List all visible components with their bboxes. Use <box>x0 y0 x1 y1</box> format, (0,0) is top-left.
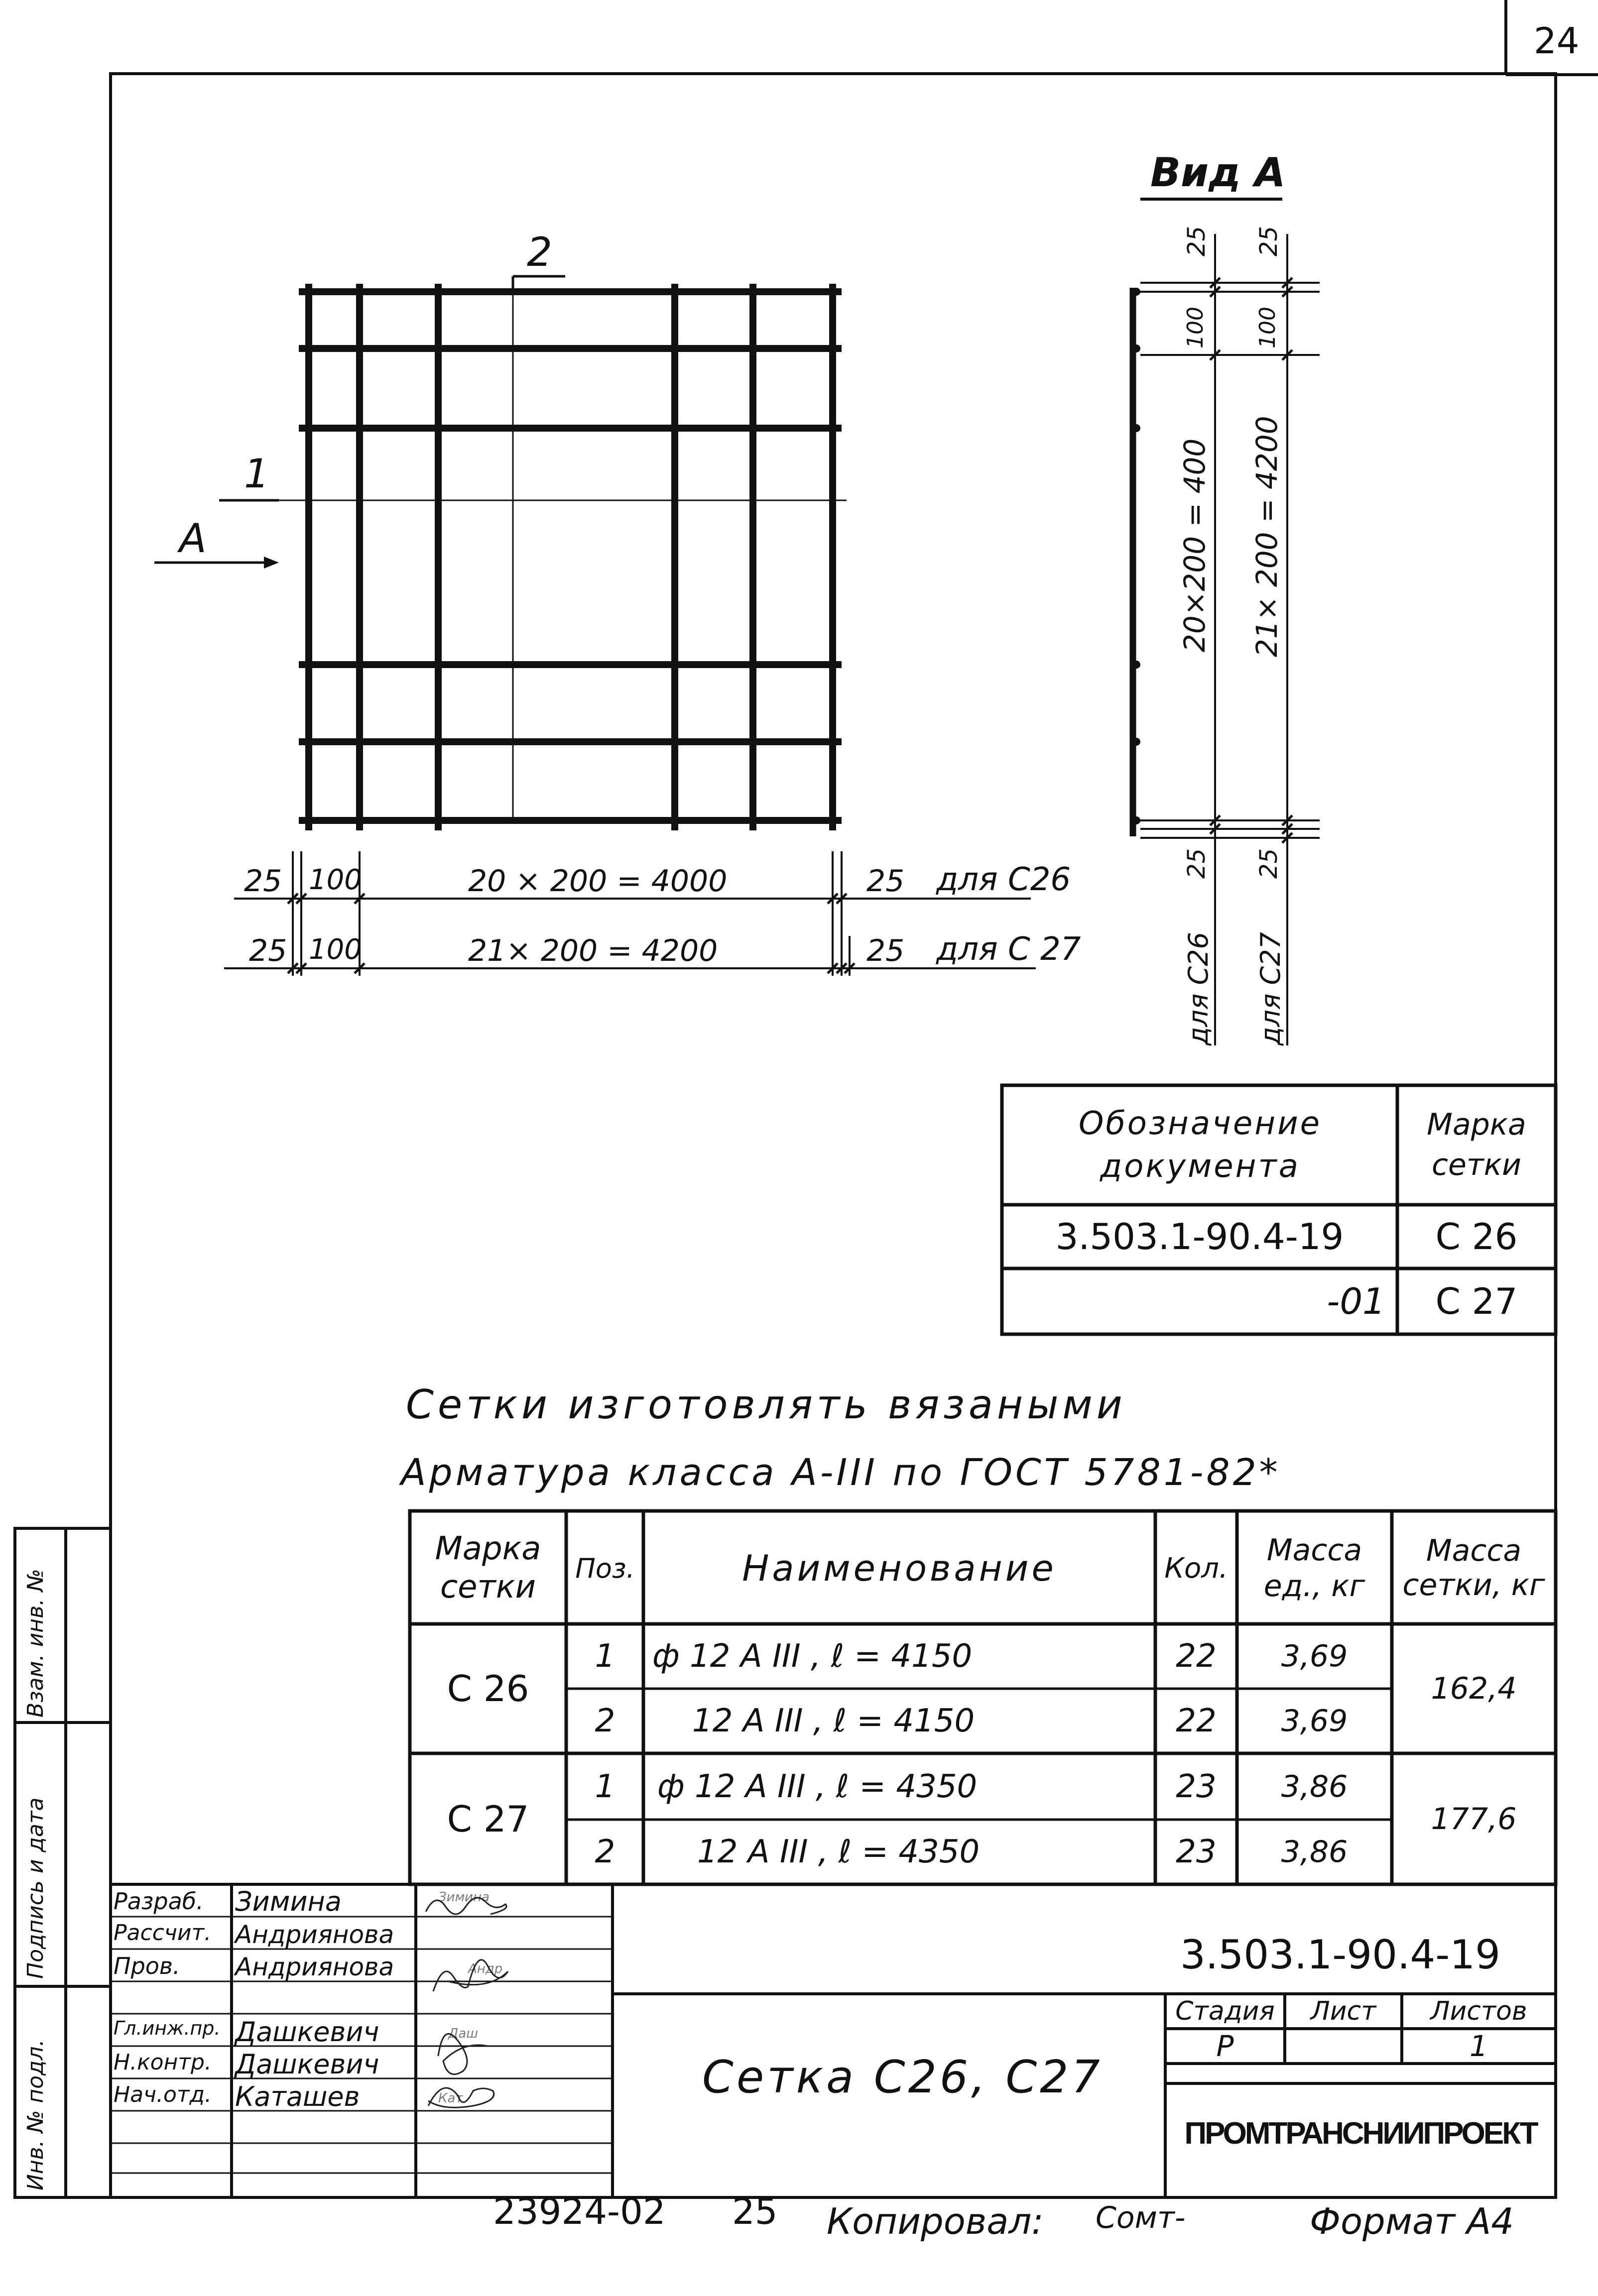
spec-g1-r1-qty: 22 <box>1176 1638 1217 1675</box>
position-2-label: 2 <box>527 229 552 275</box>
vdim-c27-span: 21× 200 = 4200 <box>1250 416 1284 657</box>
spec-g2-r2-name: 12 А III , ℓ = 4350 <box>697 1834 980 1870</box>
spec-header-name: Наименование <box>742 1547 1057 1589</box>
signer-4-role: Гл.инж.пр. <box>114 2017 221 2039</box>
spec-g1-r2-unit-mass: 3,69 <box>1281 1704 1348 1738</box>
vdim-c27-top: 25 <box>1255 226 1283 256</box>
spec-g2-r1-qty: 23 <box>1176 1768 1217 1805</box>
section-view <box>1132 199 1320 1045</box>
signer-6-role: Нач.отд. <box>114 2082 212 2107</box>
spec-group-2-net-mass: 177,6 <box>1431 1801 1517 1837</box>
side-inv-orig: Инв. № подл. <box>23 2039 48 2190</box>
spec-header-pos: Поз. <box>575 1552 635 1584</box>
inventory-number: 23924-02 <box>493 2190 666 2232</box>
organization: ПРОМТРАНСНИИПРОЕКТ <box>1184 2116 1537 2151</box>
spec-header-unit-mass: Масса ед., кг <box>1263 1533 1365 1604</box>
designation-row-1-mark: С 26 <box>1435 1216 1518 1258</box>
designation-row-2-mark: С 27 <box>1435 1280 1518 1322</box>
spec-group-1-net-mass: 162,4 <box>1431 1671 1517 1706</box>
dim-c27-note: для С 27 <box>936 931 1081 968</box>
sheets-label: Листов <box>1430 1996 1527 2026</box>
signature-scribbles <box>426 1898 508 2107</box>
designation-row-1-doc: 3.503.1-90.4-19 <box>1055 1216 1344 1258</box>
spec-group-1-mark: С 26 <box>447 1668 529 1710</box>
note-line-2: Арматура класса А-III по ГОСТ 5781-82* <box>401 1451 1281 1494</box>
vdim-c26-bottom: 25 <box>1183 848 1211 879</box>
inventory-page: 25 <box>732 2190 778 2232</box>
spec-g1-r2-pos: 2 <box>595 1703 615 1739</box>
sheets-value: 1 <box>1470 2029 1488 2063</box>
spec-g1-r2-qty: 22 <box>1176 1703 1217 1739</box>
vdim-c27-note: для С27 <box>1255 932 1286 1045</box>
signer-5-name: Дашкевич <box>235 2049 379 2080</box>
signer-2-name: Андриянова <box>235 1920 394 1949</box>
designation-row-2-doc: -01 <box>1327 1280 1385 1322</box>
sheet-label: Лист <box>1310 1996 1376 2026</box>
signer-4-sig: Даш <box>448 2026 479 2041</box>
signer-1-role: Разраб. <box>114 1888 204 1915</box>
spec-g2-r2-unit-mass: 3,86 <box>1281 1835 1348 1869</box>
vdim-c26-span: 20×200 = 400 <box>1178 438 1212 652</box>
copied-signature: Сомт- <box>1096 2200 1186 2235</box>
dim-c26-end-left: 25 <box>244 864 282 899</box>
dim-c26-span: 20 × 200 = 4000 <box>468 864 728 899</box>
spec-g1-r2-name: 12 А III , ℓ = 4150 <box>692 1703 975 1739</box>
view-title: Вид А <box>1150 149 1286 196</box>
signer-4-name: Дашкевич <box>235 2016 379 2048</box>
spec-g2-r1-name: ф 12 А III , ℓ = 4350 <box>657 1768 978 1805</box>
spec-g2-r1-unit-mass: 3,86 <box>1281 1769 1348 1804</box>
signer-2-sig: Андр <box>468 1961 503 1976</box>
mesh-plan <box>154 276 847 830</box>
signer-2-role: Рассчит. <box>114 1920 212 1946</box>
signer-3-name: Андриянова <box>235 1952 394 1981</box>
spec-header-mark: Марка сетки <box>435 1530 541 1606</box>
position-1-label: 1 <box>244 451 269 497</box>
dim-c26-end-right: 25 <box>866 864 905 899</box>
sheet-format: Формат А4 <box>1310 2200 1514 2242</box>
dim-c27-edge: 100 <box>309 933 362 966</box>
signer-6-sig: Кат <box>438 2091 463 2106</box>
dim-c27-end-left: 25 <box>249 933 287 968</box>
dim-c26-note: для С26 <box>936 861 1071 898</box>
side-replace-inv: Взам. инв. № <box>23 1569 48 1718</box>
signer-6-name: Каташев <box>235 2081 360 2112</box>
drawing-title: Сетка С26, С27 <box>702 2051 1103 2103</box>
note-line-1: Сетки изготовлять вязаными <box>406 1381 1126 1428</box>
sheet-value <box>1285 2029 1402 2064</box>
spec-g1-r1-pos: 1 <box>595 1638 615 1675</box>
spec-g1-r1-name: ф 12 А III , ℓ = 4150 <box>652 1638 973 1675</box>
dim-c27-span: 21× 200 = 4200 <box>468 933 718 968</box>
spec-group-2-mark: С 27 <box>447 1798 529 1840</box>
signer-5-role: Н.контр. <box>114 2050 212 2075</box>
spec-g2-r2-pos: 2 <box>595 1834 615 1870</box>
document-code: 3.503.1-90.4-19 <box>1180 1932 1501 1978</box>
copied-by: Копировал: <box>827 2200 1044 2242</box>
spec-header-net-mass: Масса сетки, кг <box>1402 1533 1545 1603</box>
signer-1-name: Зимина <box>235 1886 342 1917</box>
spec-g2-r1-pos: 1 <box>595 1768 615 1805</box>
spec-g2-r2-qty: 23 <box>1176 1834 1217 1870</box>
designation-header-mark: Марка сетки <box>1427 1107 1526 1182</box>
stage-value: Р <box>1216 2029 1234 2063</box>
signer-1-sig: Зимина <box>438 1890 490 1905</box>
vdim-c26-top: 25 <box>1183 226 1211 256</box>
side-sign-date: Подпись и дата <box>23 1797 48 1979</box>
vdim-c26-edge: 100 <box>1183 307 1208 348</box>
signer-3-role: Пров. <box>114 1952 180 1979</box>
view-arrow-label: А <box>179 515 207 562</box>
spec-g1-r1-unit-mass: 3,69 <box>1281 1639 1348 1674</box>
stage-label: Стадия <box>1175 1996 1275 2026</box>
vdim-c27-edge: 100 <box>1255 307 1280 348</box>
vdim-c26-note: для С26 <box>1183 932 1214 1045</box>
dim-c27-end-right: 25 <box>866 933 905 968</box>
page-number: 24 <box>1534 20 1580 62</box>
vdim-c27-bottom: 25 <box>1255 848 1283 879</box>
designation-header-doc: Обозначение документа <box>1078 1105 1322 1185</box>
spec-header-qty: Кол. <box>1164 1552 1228 1585</box>
dim-c26-edge: 100 <box>309 864 362 896</box>
